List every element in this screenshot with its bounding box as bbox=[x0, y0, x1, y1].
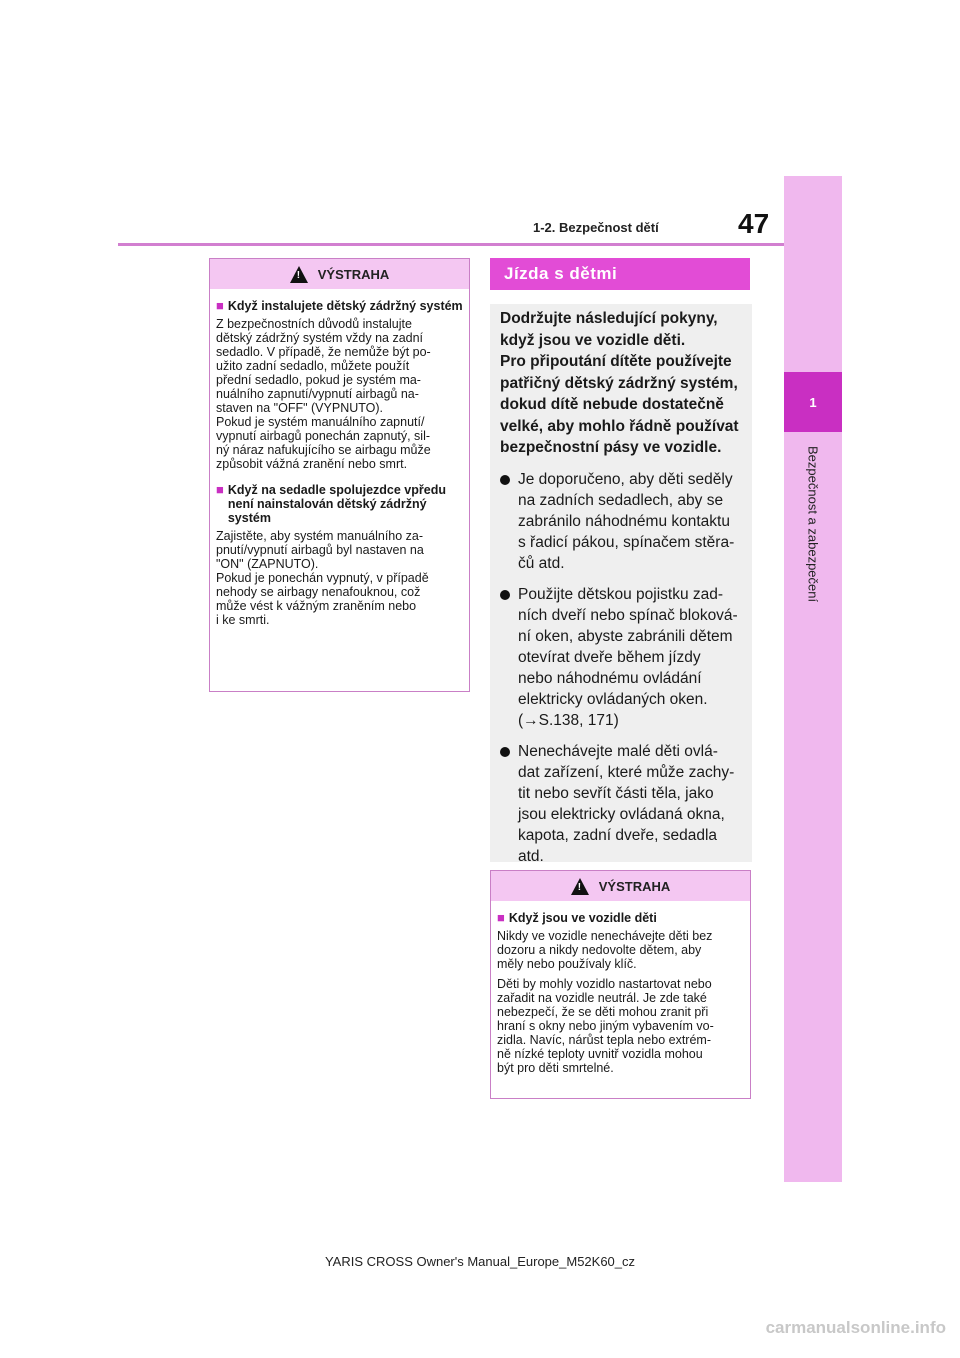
warning-triangle-icon: ! bbox=[290, 266, 308, 283]
footer-text: YARIS CROSS Owner's Manual_Europe_M52K60_cz bbox=[324, 1254, 636, 1269]
warning-item-title: ■ Když na sedadle spolujezdce vpředu není nainstalován dětský zádržný systém bbox=[216, 482, 446, 525]
bullet-icon bbox=[500, 747, 510, 757]
warning-item-text: Z bezpečnostních důvodů instalujte dětský zádržný systém vždy na zadní sedadlo. V případě, že nemůže být po- užito zadní sedadlo, můžete použít přední sedadlo, pokud je systém ma- nuálního zapnutí/vypnutí airbagů na- staven na "OFF" (VYPNUTO). Pokud je systém manuálního zapnutí/ vypnutí airbagů ponechán zapnutý, sil- ný náraz nafukujícího se airbagu může způsobit vážná zranění nebo smrt. bbox=[216, 317, 431, 471]
instructions-box bbox=[490, 304, 752, 865]
header-divider bbox=[118, 243, 784, 246]
warning-item-text: Nikdy ve vozidle nenechávejte děti bez dozoru a nikdy nedovolte dětem, aby měly nebo používaly klíč. bbox=[497, 929, 713, 971]
chapter-title: Bezpečnost a zabezpečení bbox=[805, 446, 821, 603]
warning-title: VÝSTRAHA bbox=[598, 878, 671, 894]
list-item: Nenechávejte malé děti ovlá- dat zařízení, které může zachy- tit nebo sevřít části těla, jako jsou elektricky ovládaná okna, kapota, zadní dveře, sedadla atd. bbox=[500, 741, 742, 867]
warning-triangle-icon: ! bbox=[571, 878, 589, 895]
warning-item-text: Děti by mohly vozidlo nastartovat nebo zařadit na vozidle neutrál. Je zde také nebezpečí, že se děti mohou zranit při hraní s okny nebo jiným vybavením vo- zidla. Navíc, nárůst tepla nebo extrém- ně nízké teploty uvnitř vozidla mohou být pro děti smrtelné. bbox=[497, 977, 714, 1075]
list-item: Použijte dětskou pojistku zad- ních dveří nebo spínač bloková- ní oken, abyste zabránili dětem otevírat dveře během jízdy nebo náhodnému ovládání elektricky ovládaných oken. (→S.138, 171) bbox=[500, 584, 742, 731]
intro-text: Dodržujte následující pokyny, když jsou ve vozidle děti. Pro připoutání dítěte používejte patřičný dětský zádržný systém, dokud dítě nebude dostatečně velké, aby mohlo řádně používat bezpečnostní pásy ve vozidle. bbox=[500, 310, 739, 456]
square-bullet-icon: ■ bbox=[497, 910, 505, 925]
section-title: 1-2. Bezpečnost dětí bbox=[533, 220, 659, 235]
warning-item-text: Zajistěte, aby systém manuálního za- pnutí/vypnutí airbagů byl nastaven na "ON" (ZAPNUTO). Pokud je ponechán vypnutý, v případě nehody se airbagy nenafouknou, což může vést k vážným zraněním nebo i ke smrti. bbox=[216, 529, 429, 627]
square-bullet-icon: ■ bbox=[216, 482, 224, 497]
warning-item-title: ■ Když instalujete dětský zádržný systém bbox=[216, 298, 463, 313]
chapter-number: 1 bbox=[784, 372, 842, 432]
warning-item-title: ■ Když jsou ve vozidle děti bbox=[497, 910, 657, 925]
page-number: 47 bbox=[738, 208, 770, 239]
bullet-icon bbox=[500, 590, 510, 600]
warning-box-left bbox=[209, 258, 470, 692]
section-banner: Jízda s dětmi bbox=[490, 258, 750, 290]
bullet-icon bbox=[500, 475, 510, 485]
warning-header bbox=[491, 871, 750, 901]
warning-header bbox=[210, 259, 469, 289]
chapter-side-tab bbox=[784, 176, 842, 1182]
watermark: carmanualsonline.info bbox=[765, 1318, 946, 1337]
warning-title: VÝSTRAHA bbox=[317, 266, 390, 282]
square-bullet-icon: ■ bbox=[216, 298, 224, 313]
warning-box-right bbox=[490, 870, 751, 1099]
list-item: Je doporučeno, aby děti seděly na zadních sedadlech, aby se zabránilo náhodnému kontaktu s řadicí pákou, spínačem stěra- čů atd. bbox=[500, 469, 742, 574]
